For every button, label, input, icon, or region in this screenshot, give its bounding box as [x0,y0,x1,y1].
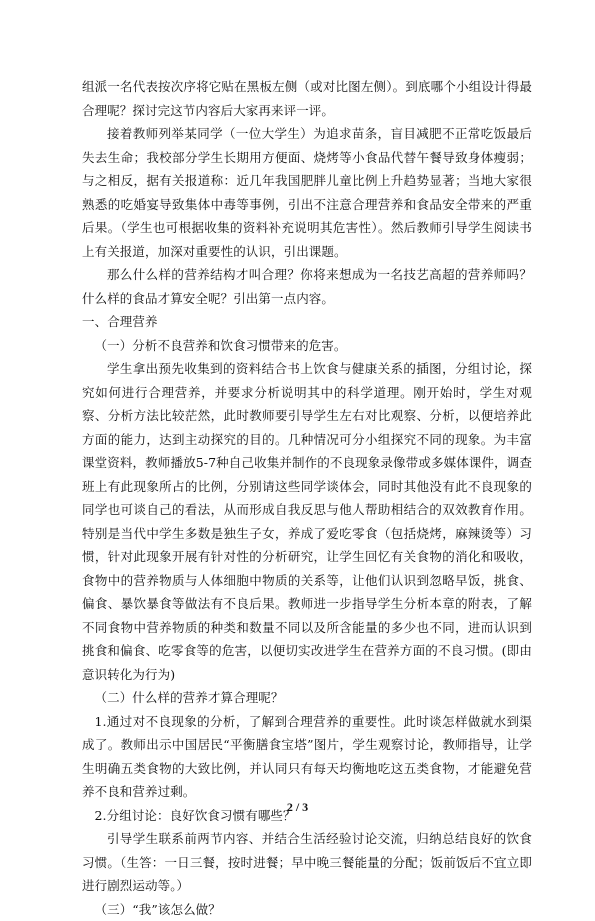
subsection-heading-3: （三）“我”该怎么做？ [82,898,532,921]
paragraph-item-2: 2.分组讨论：良好饮食习惯有哪些？ [82,804,532,828]
paragraph-item-1: 1.通过对不良现象的分析，了解到合理营养的重要性。此时谈怎样做就水到渠成了。教师出示中国居民“平衡膳食宝塔”图片，学生观察讨论，教师指导，让学生明确五类食物的大致比例，并认同只有每天均衡地吃这五类食物，才能避免营养不良和营养过剩。 [82,710,532,804]
paragraph-question: 那么什么样的营养结构才叫合理？你将来想成为一名技艺高超的营养师吗？什么样的食品才算安全呢？引出第一点内容。 [82,263,532,310]
subsection-heading-2: （二）什么样的营养才算合理呢？ [82,686,532,710]
paragraph-examples: 接着教师列举某同学（一位大学生）为追求苗条，盲目减肥不正常吃饭最后失去生命；我校部分学生长期用方便面、烧烤等小食品代替午餐导致身体瘦弱；与之相反，据有关报道称：近几年我国肥胖儿童比例上升趋势显著；当地大家很熟悉的吃婚宴导致集体中毒等事例，引出不注意合理营养和食品安全带来的严重后果。（学生也可根据收集的资料补充说明其危害性）。然后教师引导学生阅读书上有关报道，加深对重要性的认识，引出课题。 [82,122,532,263]
page-number: 2 / 3 [0,800,595,815]
subsection-heading-1: （一）分析不良营养和饮食习惯带来的危害。 [82,334,532,358]
section-heading-nutrition: 一、合理营养 [82,310,532,334]
paragraph-continuation: 组派一名代表按次序将它贴在黑板左侧（或对比图左侧）。到底哪个小组设计得最合理呢？探讨完这节内容后大家再来评一评。 [82,75,532,122]
paragraph-habits: 引导学生联系前两节内容、并结合生活经验讨论交流，归纳总结良好的饮食习惯。（生答：一日三餐，按时进餐；早中晚三餐能量的分配；饭前饭后不宜立即进行剧烈运动等。） [82,827,532,898]
page-body [82,75,532,921]
paragraph-analysis: 学生拿出预先收集到的资料结合书上饮食与健康关系的插图，分组讨论，探究如何进行合理营养，并要求分析说明其中的科学道理。刚开始时，学生对观察、分析方法比较茫然，此时教师要引导学生左右对比观察、分析，以便培养此方面的能力，达到主动探究的目的。几种情况可分小组探究不同的现象。为丰富课堂资料，教师播放5-7种自己收集并制作的不良现象录像带或多媒体课件，调查班上有此现象所占的比例，分别请这些同学谈体会，同时其他没有此不良现象的同学也可谈自己的看法，从而形成自我反思与他人帮助相结合的双效教育作用。特别是当代中学生多数是独生子女，养成了爱吃零食（包括烧烤，麻辣烫等）习惯，针对此现象开展有针对性的分析研究，让学生回忆有关食物的消化和吸收，食物中的营养物质与人体细胞中物质的关系等，让他们认识到忽略早饭，挑食、偏食、暴饮暴食等做法有不良后果。教师进一步指导学生分析本章的附表，了解不同食物中营养物质的种类和数量不同以及所含能量的多少也不同，进而认识到挑食和偏食、吃零食等的危害，以便切实改进学生在营养方面的不良习惯。(即由意识转化为行为) [82,357,532,686]
